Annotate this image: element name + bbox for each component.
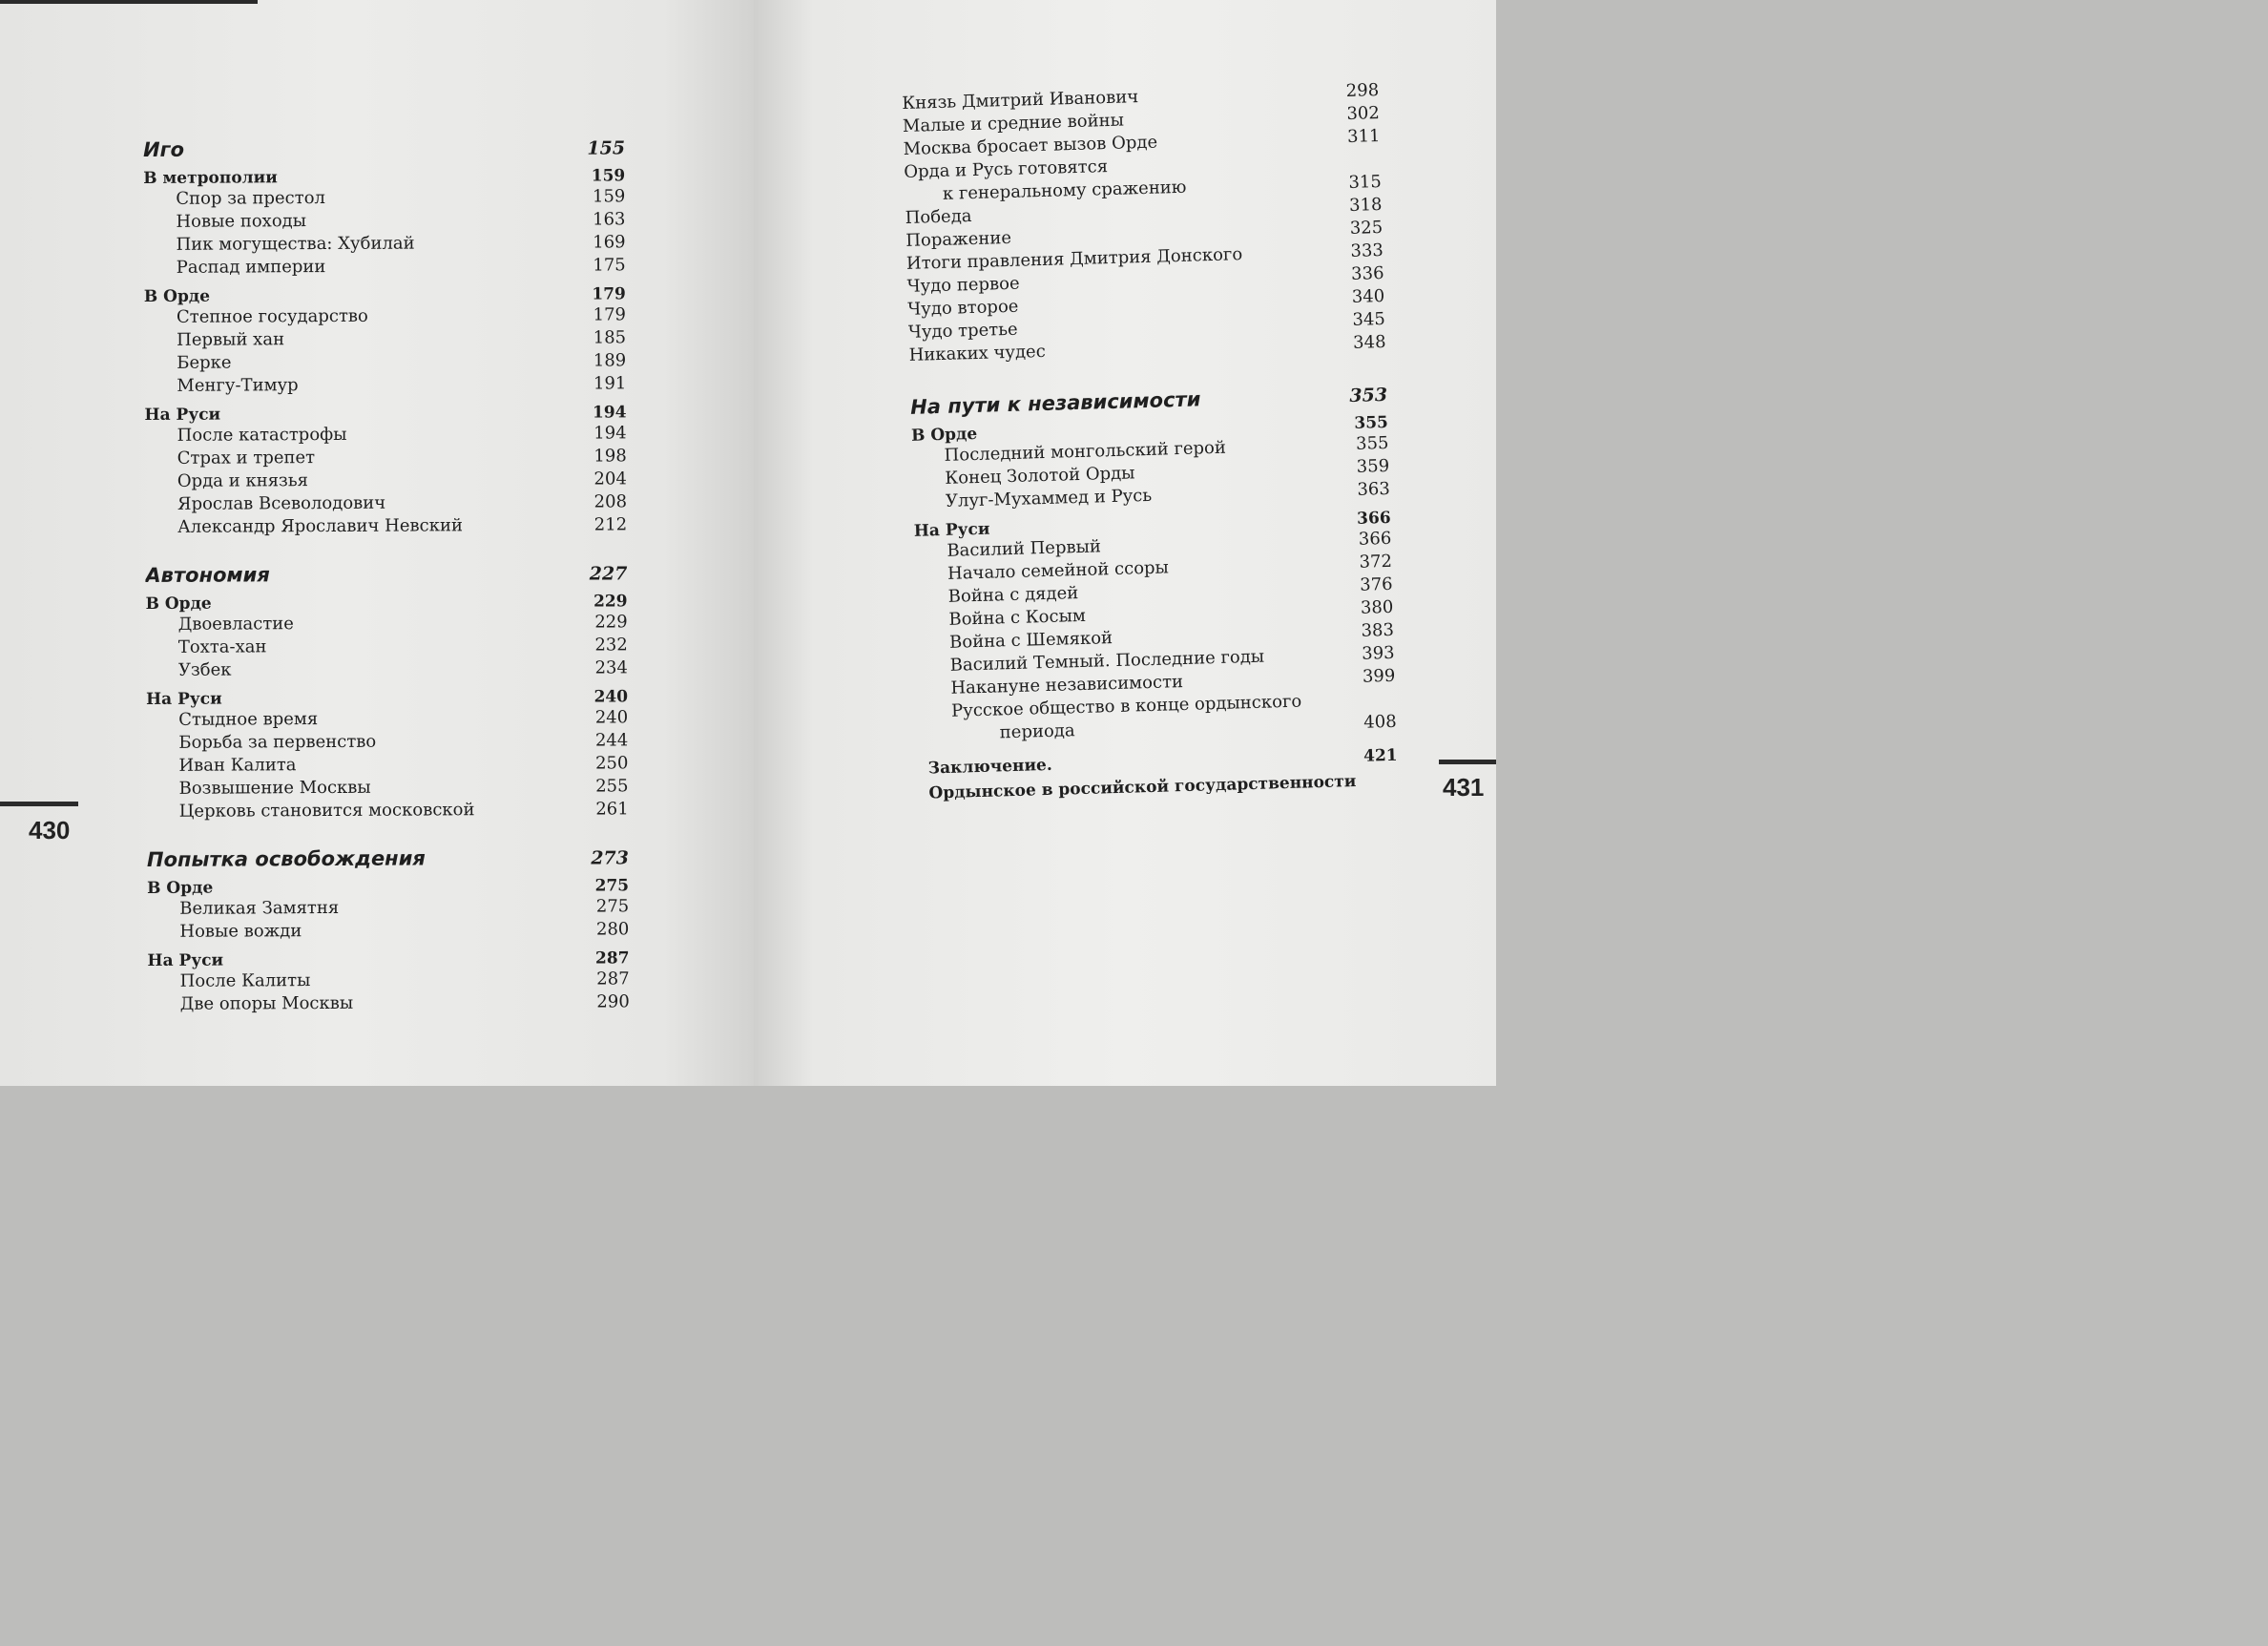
toc-entry-title: Война с дядей (947, 583, 1079, 607)
left-page-number: 430 (29, 816, 71, 844)
toc-entry-page-number: 198 (593, 446, 627, 467)
toc-entry-title: Новые походы (176, 211, 307, 232)
toc-entry-page-number: 204 (593, 469, 627, 490)
toc-part-heading (145, 561, 627, 587)
toc-section-heading (147, 876, 629, 898)
toc-entry-title: периода (999, 720, 1075, 743)
toc-entry-page-number: 345 (1352, 308, 1386, 330)
right-table-of-contents (902, 79, 1399, 806)
toc-conclusion-subtitle: Ордынское в российской государственности (928, 771, 1357, 803)
toc-entry-title: Чудо второе (907, 296, 1019, 320)
toc-conclusion-title: Заключение. (927, 755, 1053, 779)
toc-entry-page-number: 159 (592, 186, 626, 207)
toc-section-heading-title: В Орде (145, 594, 212, 614)
toc-conclusion-page-number: 421 (1363, 745, 1398, 766)
toc-part-heading-title: На пути к независимости (909, 387, 1201, 419)
toc-entry-title: Чудо третье (907, 319, 1018, 343)
toc-entry-title: Ярослав Всеволодович (177, 492, 386, 514)
toc-entry-title: Накануне независимости (950, 672, 1184, 698)
toc-section-heading-title: На Руси (146, 689, 222, 709)
toc-entry-title: Василий Темный. Последние годы (949, 646, 1265, 676)
toc-entry-title: Двоевластие (177, 614, 294, 635)
toc-entry (146, 706, 628, 732)
toc-section-heading-page-number: 287 (594, 948, 630, 969)
toc-entry-title: Князь Дмитрий Иванович (902, 87, 1139, 114)
toc-section-heading-page-number: 179 (592, 284, 626, 304)
toc-entry-page-number: 191 (593, 373, 627, 394)
toc-part-heading-page-number: 273 (591, 847, 630, 869)
toc-entry-title: Узбек (177, 659, 232, 680)
toc-section-heading-page-number: 275 (594, 876, 630, 896)
toc-entry (144, 349, 626, 375)
toc-entry-page-number: 372 (1359, 551, 1393, 573)
toc-entry (148, 990, 630, 1016)
toc-entry-page-number: 287 (596, 969, 630, 990)
toc-entry-page-number: 366 (1358, 528, 1392, 550)
toc-entry-title: Страх и трепет (177, 448, 316, 469)
toc-entry (146, 729, 628, 755)
toc-entry (143, 208, 625, 234)
toc-section-heading-title: В Орде (147, 878, 214, 898)
toc-entry-title: Орда и Русь готовятся (904, 156, 1109, 182)
toc-entry (147, 798, 629, 823)
toc-entry-page-number: 194 (593, 423, 627, 444)
toc-section-heading-title: В Орде (143, 286, 211, 306)
toc-entry-page-number: 275 (595, 896, 630, 917)
toc-part-heading-title: Попытка освобождения (146, 846, 426, 871)
toc-entry-page-number: 359 (1356, 455, 1390, 477)
toc-entry-page-number: 302 (1346, 103, 1381, 124)
toc-entry-title: Первый хан (177, 329, 285, 350)
toc-part-heading (147, 845, 629, 871)
toc-entry-title: к генеральному сражению (942, 177, 1187, 204)
toc-entry-page-number: 232 (594, 635, 628, 656)
toc-entry-page-number: 163 (593, 209, 626, 230)
toc-entry-page-number (1342, 164, 1381, 165)
toc-entry-title: Начало семейной ссоры (947, 557, 1170, 584)
toc-section-heading-page-number: 194 (592, 403, 627, 423)
toc-entry-title: Степное государство (176, 305, 368, 327)
right-page-number: 431 (1443, 773, 1485, 802)
toc-entry-title: Война с Косым (948, 605, 1087, 630)
toc-entry-page-number: 189 (593, 350, 627, 371)
toc-entry-page-number: 240 (594, 707, 629, 728)
toc-entry-page-number: 408 (1363, 711, 1397, 733)
toc-section-heading-title: В Орде (910, 424, 978, 446)
toc-entry (144, 303, 626, 329)
toc-entry (145, 422, 627, 448)
toc-entry-title: Улуг-Мухаммед и Русь (945, 485, 1153, 511)
toc-section-heading-page-number: 366 (1356, 508, 1391, 529)
toc-section-heading-page-number: 355 (1354, 412, 1389, 433)
toc-entry (147, 918, 629, 944)
toc-entry-title: Чудо первое (906, 273, 1020, 297)
toc-entry-page-number: 325 (1349, 217, 1384, 239)
toc-entry-page-number: 234 (594, 657, 628, 678)
toc-entry (144, 254, 626, 280)
toc-entry-title: Тохта-хан (177, 636, 267, 657)
toc-entry-title: После катастрофы (177, 424, 347, 446)
toc-entry-page-number: 250 (595, 753, 629, 774)
toc-entry-page-number: 244 (594, 730, 629, 751)
toc-entry (146, 656, 628, 682)
toc-entry (145, 513, 627, 539)
toc-section-heading-page-number: 229 (593, 592, 628, 612)
toc-entry-page-number: 355 (1355, 432, 1389, 454)
toc-section-heading-page-number: 159 (591, 166, 626, 186)
toc-entry (145, 445, 627, 470)
toc-section-heading (144, 403, 626, 425)
toc-entry-title: Конец Золотой Орды (945, 463, 1135, 489)
toc-entry-page-number (1358, 704, 1396, 705)
toc-entry-page-number: 212 (593, 514, 628, 535)
toc-section-heading (146, 687, 628, 709)
toc-entry-title: Две опоры Москвы (179, 992, 354, 1014)
toc-entry (147, 895, 629, 921)
toc-section-heading-title: На Руси (147, 950, 224, 970)
toc-entry-title: Борьба за первенство (178, 731, 377, 753)
toc-entry-page-number: 208 (593, 491, 628, 512)
toc-entry-page-number: 311 (1346, 126, 1381, 147)
toc-entry-title: Иван Калита (178, 755, 297, 776)
toc-entry-title: Возвышение Москвы (178, 777, 371, 799)
toc-entry-page-number: 261 (595, 799, 629, 820)
toc-part-heading-page-number: 353 (1349, 384, 1388, 407)
toc-section-heading (143, 166, 625, 188)
toc-part-heading-title: Иго (143, 137, 185, 161)
toc-entry-title: Малые и средние войны (902, 110, 1125, 136)
toc-entry-page-number: 229 (594, 612, 628, 633)
toc-entry-page-number: 290 (596, 991, 630, 1012)
toc-entry-page-number: 393 (1361, 642, 1395, 664)
toc-entry-title: Спор за престол (176, 188, 325, 209)
toc-entry (145, 490, 627, 516)
toc-section-heading (147, 948, 629, 970)
toc-entry-title: Берке (177, 352, 232, 373)
toc-entry (145, 468, 627, 493)
toc-entry-title: Распад империи (176, 257, 326, 278)
toc-entry-page-number: 169 (593, 232, 626, 253)
toc-section-heading (146, 592, 628, 614)
toc-part-heading-title: Автономия (145, 563, 270, 587)
right-folio-rule (1439, 760, 1496, 764)
toc-entry-page-number: 340 (1351, 285, 1385, 307)
toc-entry-title: Менгу-Тимур (177, 375, 299, 396)
toc-entry-page-number: 185 (593, 327, 627, 348)
toc-entry-page-number: 383 (1361, 619, 1395, 641)
toc-entry-page-number: 175 (593, 255, 626, 276)
toc-entry (146, 634, 628, 659)
toc-section-heading (144, 284, 626, 306)
toc-entry (143, 185, 625, 211)
toc-entry-title: После Калиты (179, 970, 311, 991)
toc-entry-title: Поражение (905, 227, 1012, 251)
toc-entry (144, 231, 626, 257)
toc-entry-page-number: 318 (1348, 194, 1383, 216)
toc-entry (146, 611, 628, 636)
toc-entry (144, 326, 626, 352)
toc-entry-page-number: 380 (1360, 596, 1394, 618)
toc-entry-title: Пик могущества: Хубилай (176, 233, 415, 255)
toc-entry-page-number: 280 (595, 919, 630, 940)
toc-section-heading-title: В метрополии (143, 168, 278, 188)
toc-section-heading-title: На Руси (144, 405, 221, 425)
toc-part-heading-page-number: 227 (589, 563, 628, 585)
toc-entry-title: Последний монгольский герой (944, 437, 1227, 466)
toc-entry-title: Церковь становится московской (178, 800, 475, 822)
toc-entry (144, 372, 626, 398)
toc-entry-page-number: 376 (1359, 573, 1393, 595)
toc-entry (147, 775, 629, 801)
top-edge-strip (0, 0, 258, 4)
toc-entry-title: Великая Замятня (179, 897, 340, 919)
toc-entry-title: Александр Ярославич Невский (177, 515, 463, 537)
toc-entry-page-number: 336 (1350, 262, 1384, 284)
toc-entry-page-number: 333 (1350, 240, 1384, 261)
toc-entry-title: Русское общество в конце ордынского (950, 691, 1302, 721)
toc-entry-page-number: 179 (593, 304, 627, 325)
toc-entry-page-number: 363 (1357, 478, 1391, 500)
toc-entry-title: Стыдное время (178, 709, 319, 730)
toc-entry (148, 968, 630, 993)
toc-entry-title: Василий Первый (947, 536, 1102, 561)
toc-section-heading-title: На Руси (913, 519, 990, 541)
toc-entry (146, 752, 628, 778)
toc-part-heading (143, 135, 625, 161)
toc-part-heading (910, 383, 1387, 419)
toc-part-heading-page-number: 155 (587, 137, 626, 159)
toc-entry-title: Москва бросает вызов Орде (903, 132, 1158, 159)
toc-entry-page-number: 348 (1352, 331, 1386, 353)
toc-entry-page-number: 399 (1362, 665, 1396, 687)
toc-entry-page-number: 315 (1348, 172, 1383, 193)
toc-entry-title: Победа (905, 206, 972, 228)
toc-section-heading-page-number: 240 (593, 687, 629, 707)
toc-entry-title: Новые вожди (179, 921, 302, 942)
toc-entry-page-number: 255 (595, 776, 629, 797)
toc-entry-page-number: 298 (1345, 80, 1380, 101)
toc-entry-title: Итоги правления Дмитрия Донского (905, 244, 1243, 274)
toc-entry-title: Никаких чудес (908, 341, 1047, 365)
left-folio-rule (0, 802, 78, 806)
toc-entry-title: Война с Шемякой (948, 628, 1113, 653)
left-table-of-contents (143, 135, 630, 1016)
toc-entry-title: Орда и князья (177, 470, 309, 491)
